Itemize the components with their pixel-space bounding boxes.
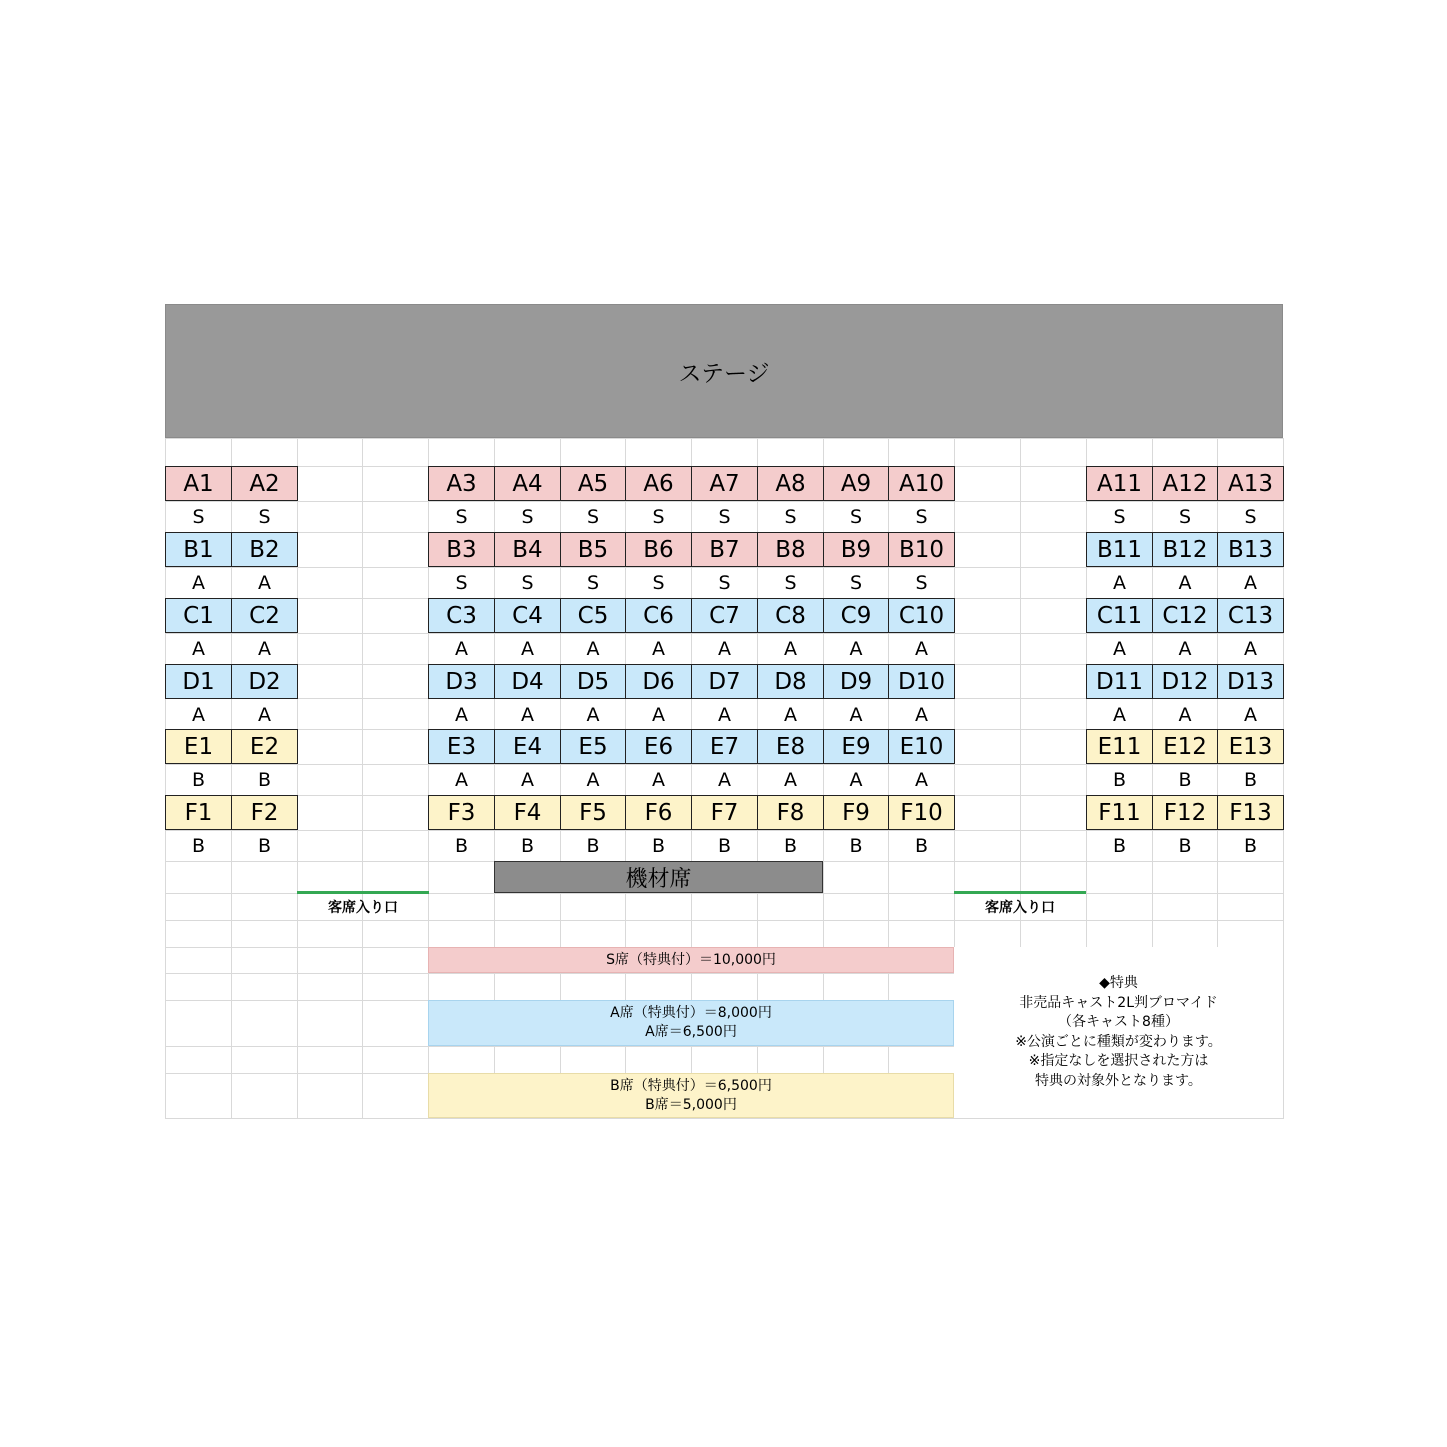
equipment-label: 機材席 — [625, 866, 692, 892]
seat-grade-F12: B — [1153, 831, 1217, 860]
seat-C5[interactable]: C5 — [560, 598, 626, 633]
seat-grade-C3: A — [429, 634, 494, 663]
seat-grade-E10: A — [889, 765, 954, 794]
seat-grade-A5: S — [561, 502, 625, 531]
seat-C6[interactable]: C6 — [625, 598, 692, 633]
seat-F8[interactable]: F8 — [757, 795, 824, 830]
seat-B11[interactable]: B11 — [1086, 532, 1153, 567]
seat-grade-B9: S — [824, 568, 888, 597]
seat-grade-A7: S — [692, 502, 757, 531]
seat-grade-F8: B — [758, 831, 823, 860]
seat-D13[interactable]: D13 — [1217, 664, 1284, 699]
seat-C3[interactable]: C3 — [428, 598, 495, 633]
seat-C7[interactable]: C7 — [691, 598, 758, 633]
seat-grade-A10: S — [889, 502, 954, 531]
seat-grade-D9: A — [824, 700, 888, 729]
grid-vline — [362, 438, 363, 1118]
seat-B4[interactable]: B4 — [494, 532, 561, 567]
equipment-seats — [494, 861, 823, 893]
seat-grade-E1: B — [166, 765, 231, 794]
seat-grade-A13: S — [1218, 502, 1283, 531]
seat-grade-A6: S — [626, 502, 691, 531]
entrance-right-label: 客席入り口 — [985, 900, 1055, 916]
seat-C9[interactable]: C9 — [823, 598, 889, 633]
seat-F7[interactable]: F7 — [691, 795, 758, 830]
seat-grade-C4: A — [495, 634, 560, 663]
seat-grade-B13: A — [1218, 568, 1283, 597]
seat-grade-E7: A — [692, 765, 757, 794]
seat-grade-B6: S — [626, 568, 691, 597]
seat-B5[interactable]: B5 — [560, 532, 626, 567]
seat-grade-C6: A — [626, 634, 691, 663]
seat-C10[interactable]: C10 — [888, 598, 955, 633]
seat-E4[interactable]: E4 — [494, 729, 561, 764]
seat-F3[interactable]: F3 — [428, 795, 495, 830]
seat-grade-B3: S — [429, 568, 494, 597]
seat-grade-C12: A — [1153, 634, 1217, 663]
seat-grade-C8: A — [758, 634, 823, 663]
seat-grade-D1: A — [166, 700, 231, 729]
seat-E10[interactable]: E10 — [888, 729, 955, 764]
seat-grade-F5: B — [561, 831, 625, 860]
seat-grade-F9: B — [824, 831, 888, 860]
seat-D10[interactable]: D10 — [888, 664, 955, 699]
seat-grade-C2: A — [232, 634, 297, 663]
seat-E13[interactable]: E13 — [1217, 729, 1284, 764]
price-s-bonus: S席（特典付）＝10,000円 — [606, 951, 776, 968]
seat-grade-D12: A — [1153, 700, 1217, 729]
price-b-regular: B席＝5,000円 — [645, 1096, 737, 1113]
seat-grade-A12: S — [1153, 502, 1217, 531]
seat-grade-B7: S — [692, 568, 757, 597]
price-s — [428, 947, 954, 973]
seat-grade-D6: A — [626, 700, 691, 729]
seat-grade-F2: B — [232, 831, 297, 860]
seat-grade-A8: S — [758, 502, 823, 531]
seat-D9[interactable]: D9 — [823, 664, 889, 699]
seat-grade-F4: B — [495, 831, 560, 860]
seat-grade-D5: A — [561, 700, 625, 729]
seat-B7[interactable]: B7 — [691, 532, 758, 567]
seat-D12[interactable]: D12 — [1152, 664, 1218, 699]
seat-grade-E2: B — [232, 765, 297, 794]
seat-grade-A2: S — [232, 502, 297, 531]
seat-C8[interactable]: C8 — [757, 598, 824, 633]
seat-grade-D11: A — [1087, 700, 1152, 729]
seat-grade-B8: S — [758, 568, 823, 597]
seat-grade-D10: A — [889, 700, 954, 729]
seat-A10[interactable]: A10 — [888, 466, 955, 501]
seat-C12[interactable]: C12 — [1152, 598, 1218, 633]
seat-grade-F3: B — [429, 831, 494, 860]
entrance-left-label: 客席入り口 — [328, 900, 398, 916]
seat-E2[interactable]: E2 — [231, 729, 298, 764]
seat-grade-A3: S — [429, 502, 494, 531]
seat-grade-B12: A — [1153, 568, 1217, 597]
seat-grade-B10: S — [889, 568, 954, 597]
seat-grade-D3: A — [429, 700, 494, 729]
seat-A2[interactable]: A2 — [231, 466, 298, 501]
seat-grade-E8: A — [758, 765, 823, 794]
seat-grade-C7: A — [692, 634, 757, 663]
seat-grade-B2: A — [232, 568, 297, 597]
seat-D3[interactable]: D3 — [428, 664, 495, 699]
seat-A5[interactable]: A5 — [560, 466, 626, 501]
seat-B8[interactable]: B8 — [757, 532, 824, 567]
seat-E11[interactable]: E11 — [1086, 729, 1153, 764]
seat-B2[interactable]: B2 — [231, 532, 298, 567]
seat-grade-C13: A — [1218, 634, 1283, 663]
seat-D7[interactable]: D7 — [691, 664, 758, 699]
seat-D2[interactable]: D2 — [231, 664, 298, 699]
seat-grade-D7: A — [692, 700, 757, 729]
seat-grade-F1: B — [166, 831, 231, 860]
seat-E7[interactable]: E7 — [691, 729, 758, 764]
seat-F4[interactable]: F4 — [494, 795, 561, 830]
seat-grade-E11: B — [1087, 765, 1152, 794]
seat-B9[interactable]: B9 — [823, 532, 889, 567]
seat-C11[interactable]: C11 — [1086, 598, 1153, 633]
seat-grade-E6: A — [626, 765, 691, 794]
seat-grade-C9: A — [824, 634, 888, 663]
seat-F6[interactable]: F6 — [625, 795, 692, 830]
seat-F9[interactable]: F9 — [823, 795, 889, 830]
seat-C4[interactable]: C4 — [494, 598, 561, 633]
seat-E12[interactable]: E12 — [1152, 729, 1218, 764]
price-a — [428, 1000, 954, 1046]
seat-grade-E12: B — [1153, 765, 1217, 794]
seat-D6[interactable]: D6 — [625, 664, 692, 699]
seat-grade-B11: A — [1087, 568, 1152, 597]
seat-E8[interactable]: E8 — [757, 729, 824, 764]
bonus-title: ◆特典 — [1099, 975, 1138, 991]
seat-grade-A11: S — [1087, 502, 1152, 531]
seat-grade-E4: A — [495, 765, 560, 794]
seat-A4[interactable]: A4 — [494, 466, 561, 501]
seat-grade-D13: A — [1218, 700, 1283, 729]
seat-grade-F10: B — [889, 831, 954, 860]
seat-A13[interactable]: A13 — [1217, 466, 1284, 501]
seat-C13[interactable]: C13 — [1217, 598, 1284, 633]
seat-grade-A4: S — [495, 502, 560, 531]
seat-grade-A1: S — [166, 502, 231, 531]
price-a-bonus: A席（特典付）＝8,000円 — [610, 1005, 772, 1021]
seat-F13[interactable]: F13 — [1217, 795, 1284, 830]
seat-grade-C5: A — [561, 634, 625, 663]
seat-D11[interactable]: D11 — [1086, 664, 1153, 699]
seat-grade-B1: A — [166, 568, 231, 597]
seat-F11[interactable]: F11 — [1086, 795, 1153, 830]
seat-B6[interactable]: B6 — [625, 532, 692, 567]
seat-A12[interactable]: A12 — [1152, 466, 1218, 501]
bonus-line4: ※指定なしを選択された方は — [1028, 1053, 1209, 1069]
seat-grade-B5: S — [561, 568, 625, 597]
stage — [165, 304, 1283, 438]
bonus-line3: ※公演ごとに種類が変わります。 — [1015, 1033, 1222, 1050]
price-b-bonus: B席（特典付）＝6,500円 — [610, 1077, 772, 1094]
seat-grade-D4: A — [495, 700, 560, 729]
seat-F12[interactable]: F12 — [1152, 795, 1218, 830]
seat-B1[interactable]: B1 — [165, 532, 232, 567]
seat-B12[interactable]: B12 — [1152, 532, 1218, 567]
seat-grade-F7: B — [692, 831, 757, 860]
seat-B10[interactable]: B10 — [888, 532, 955, 567]
seat-grade-A9: S — [824, 502, 888, 531]
seat-grade-C1: A — [166, 634, 231, 663]
seat-grade-D2: A — [232, 700, 297, 729]
price-b — [428, 1073, 954, 1118]
seat-A6[interactable]: A6 — [625, 466, 692, 501]
seat-F5[interactable]: F5 — [560, 795, 626, 830]
seat-grade-F11: B — [1087, 831, 1152, 860]
seat-A1[interactable]: A1 — [165, 466, 232, 501]
seat-B3[interactable]: B3 — [428, 532, 495, 567]
price-a-regular: A席＝6,500円 — [645, 1024, 737, 1040]
seat-grade-F13: B — [1218, 831, 1283, 860]
seat-D8[interactable]: D8 — [757, 664, 824, 699]
seat-grade-D8: A — [758, 700, 823, 729]
seat-D1[interactable]: D1 — [165, 664, 232, 699]
seat-B13[interactable]: B13 — [1217, 532, 1284, 567]
bonus-notes — [954, 947, 1283, 1118]
stage-label: ステージ — [678, 360, 770, 387]
seat-A7[interactable]: A7 — [691, 466, 758, 501]
seat-A11[interactable]: A11 — [1086, 466, 1153, 501]
seat-C1[interactable]: C1 — [165, 598, 232, 633]
seat-E3[interactable]: E3 — [428, 729, 495, 764]
seat-F2[interactable]: F2 — [231, 795, 298, 830]
seat-A3[interactable]: A3 — [428, 466, 495, 501]
bonus-line2: （各キャスト8種） — [1058, 1014, 1179, 1030]
seat-E9[interactable]: E9 — [823, 729, 889, 764]
bonus-line5: 特典の対象外となります。 — [1035, 1072, 1202, 1089]
grid-hline — [165, 438, 1284, 439]
seat-grade-C10: A — [889, 634, 954, 663]
seat-D4[interactable]: D4 — [494, 664, 561, 699]
seat-grade-E9: A — [824, 765, 888, 794]
seat-A9[interactable]: A9 — [823, 466, 889, 501]
seat-A8[interactable]: A8 — [757, 466, 824, 501]
seat-F1[interactable]: F1 — [165, 795, 232, 830]
seat-E6[interactable]: E6 — [625, 729, 692, 764]
seat-grade-E13: B — [1218, 765, 1283, 794]
seat-F10[interactable]: F10 — [888, 795, 955, 830]
seat-grade-E3: A — [429, 765, 494, 794]
grid-hline — [165, 1118, 1284, 1119]
seat-E1[interactable]: E1 — [165, 729, 232, 764]
seat-grade-C11: A — [1087, 634, 1152, 663]
grid-hline — [165, 920, 1284, 921]
seat-D5[interactable]: D5 — [560, 664, 626, 699]
seat-C2[interactable]: C2 — [231, 598, 298, 633]
seat-grade-B4: S — [495, 568, 560, 597]
seat-grade-F6: B — [626, 831, 691, 860]
seat-E5[interactable]: E5 — [560, 729, 626, 764]
bonus-line1: 非売品キャスト2L判ブロマイド — [1019, 994, 1218, 1011]
seat-grade-E5: A — [561, 765, 625, 794]
